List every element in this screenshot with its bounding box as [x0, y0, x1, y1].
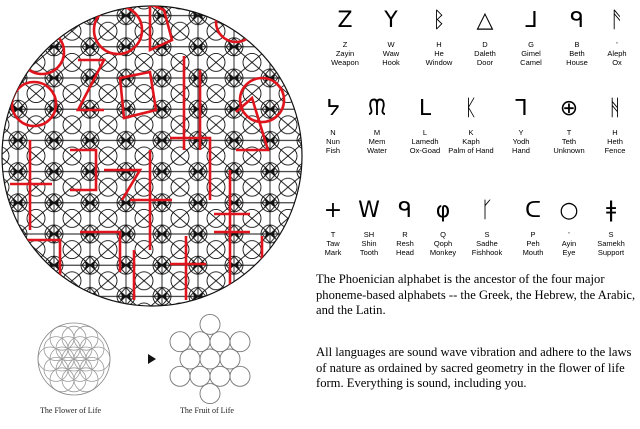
- letter-cell: [586, 8, 640, 67]
- letter-glyph: W: [358, 198, 380, 223]
- fruit-of-life-caption: The Fruit of Life: [180, 406, 234, 415]
- letter-glyph: φ: [435, 198, 451, 223]
- letter-glyph: ᛕ: [464, 96, 478, 121]
- letter-meaning: Hand: [512, 146, 530, 155]
- letter-value: L: [422, 128, 428, 137]
- letter-name: Teth: [561, 137, 577, 146]
- letter-meaning: Tooth: [359, 248, 379, 257]
- letter-meaning: Camel: [520, 58, 542, 67]
- letter-value: S: [484, 230, 490, 239]
- letter-name: Aleph: [607, 49, 627, 58]
- letter-meaning: Fence: [604, 146, 626, 155]
- flower-of-life-icon: [38, 323, 110, 395]
- letter-glyph: ᛒ: [432, 8, 446, 33]
- letter-meaning: Mark: [324, 248, 342, 257]
- letter-name: Ayin: [561, 239, 577, 248]
- letter-meaning: Fishhook: [471, 248, 503, 257]
- letter-meaning: Water: [367, 146, 387, 155]
- letter-value: M: [373, 128, 381, 137]
- flower-of-life-figure: [0, 0, 312, 424]
- letter-name: He: [434, 49, 444, 58]
- letter-glyph: ○: [559, 198, 579, 223]
- letter-meaning: Support: [597, 248, 625, 257]
- letter-name: Taw: [326, 239, 340, 248]
- letter-glyph: ᔭ: [326, 96, 340, 121]
- letter-meaning: Hook: [382, 58, 400, 67]
- letter-value: ': [568, 230, 570, 239]
- letter-meaning: Weapon: [331, 58, 359, 67]
- letter-glyph: ǂ: [605, 198, 617, 223]
- letter-meaning: Door: [476, 58, 494, 67]
- letter-glyph: ᒪ: [418, 96, 432, 121]
- letter-value: Q: [440, 230, 446, 239]
- letter-value: D: [482, 40, 488, 49]
- flower-of-life-caption: The Flower of Life: [40, 406, 102, 415]
- arrow-icon: [148, 354, 156, 364]
- alphabet-origin-paragraph: The Phoenician alphabet is the ancestor of the four major phoneme-based alphabets -- the Greek, the Hebrew, the Arabic, and the Latin.: [316, 272, 636, 318]
- letter-meaning: Palm of Hand: [448, 146, 494, 155]
- lattice-disc: [2, 6, 302, 306]
- phoenician-alphabet-chart: [312, 0, 640, 262]
- letter-name: Beth: [569, 49, 585, 58]
- letter-value: G: [528, 40, 534, 49]
- letter-glyph: ᑕ: [524, 198, 542, 223]
- letter-name: Kaph: [462, 137, 480, 146]
- sound-vibration-paragraph: All languages are sound wave vibration and adhere to the laws of nature as ordained by sacred geometry in the flower of life form. Everything is sound, including you.: [316, 345, 632, 391]
- letter-name: Peh: [526, 239, 540, 248]
- letter-glyph: ᙏ: [367, 96, 387, 121]
- letter-value: R: [402, 230, 408, 239]
- letter-value: B: [574, 40, 580, 49]
- letter-meaning: Window: [425, 58, 453, 67]
- letter-value: H: [436, 40, 442, 49]
- letter-name: Waw: [382, 49, 400, 58]
- letter-name: Daleth: [474, 49, 496, 58]
- letter-meaning: Ox-Goad: [409, 146, 441, 155]
- letter-glyph: △: [476, 8, 494, 33]
- letter-value: T: [330, 230, 336, 239]
- letter-value: P: [530, 230, 536, 239]
- letter-value: S: [608, 230, 614, 239]
- fruit-of-life-icon: [170, 314, 250, 403]
- letter-name: Mem: [368, 137, 386, 146]
- letter-value: K: [468, 128, 474, 137]
- letter-name: Qoph: [433, 239, 453, 248]
- letter-glyph: Z: [337, 8, 353, 33]
- letter-glyph: ᚻ: [608, 96, 622, 121]
- letter-name: Lamedh: [411, 137, 439, 146]
- letter-glyph: +: [323, 198, 343, 223]
- letter-cell: [584, 96, 640, 155]
- letter-value: SH: [363, 230, 375, 239]
- letter-value: Y: [518, 128, 524, 137]
- letter-name: Gimel: [521, 49, 541, 58]
- letter-meaning: Ox: [612, 58, 622, 67]
- letter-glyph: Y: [384, 8, 398, 33]
- letter-value: W: [387, 40, 395, 49]
- letter-glyph: ᚫ: [610, 8, 624, 33]
- geometry-panel: [0, 0, 312, 424]
- letter-value: Z: [342, 40, 348, 49]
- letter-glyph: ᑫ: [570, 8, 584, 33]
- letter-meaning: Mouth: [522, 248, 544, 257]
- letter-value: H: [612, 128, 618, 137]
- letter-value: N: [330, 128, 336, 137]
- letter-glyph: ᒧ: [524, 8, 538, 33]
- letter-name: Heth: [607, 137, 623, 146]
- letter-value: T: [566, 128, 572, 137]
- letter-glyph: ᚴ: [480, 198, 494, 223]
- letter-glyph: ᒣ: [514, 96, 528, 121]
- letter-glyph: ⊕: [559, 96, 579, 121]
- letter-value: ': [616, 40, 618, 49]
- letter-glyph: ᑫ: [398, 198, 412, 223]
- letter-meaning: Fish: [325, 146, 341, 155]
- letter-name: Shin: [361, 239, 377, 248]
- letter-meaning: House: [566, 58, 588, 67]
- letter-name: Zayin: [335, 49, 355, 58]
- letter-name: Nun: [326, 137, 340, 146]
- letter-name: Resh: [396, 239, 414, 248]
- letter-cell: [580, 198, 640, 257]
- letter-meaning: Unknown: [553, 146, 585, 155]
- letter-name: Samekh: [597, 239, 625, 248]
- letter-meaning: Monkey: [429, 248, 457, 257]
- letter-meaning: Eye: [562, 248, 576, 257]
- letter-name: Yodh: [512, 137, 530, 146]
- letter-name: Sadhe: [476, 239, 498, 248]
- letter-meaning: Head: [396, 248, 414, 257]
